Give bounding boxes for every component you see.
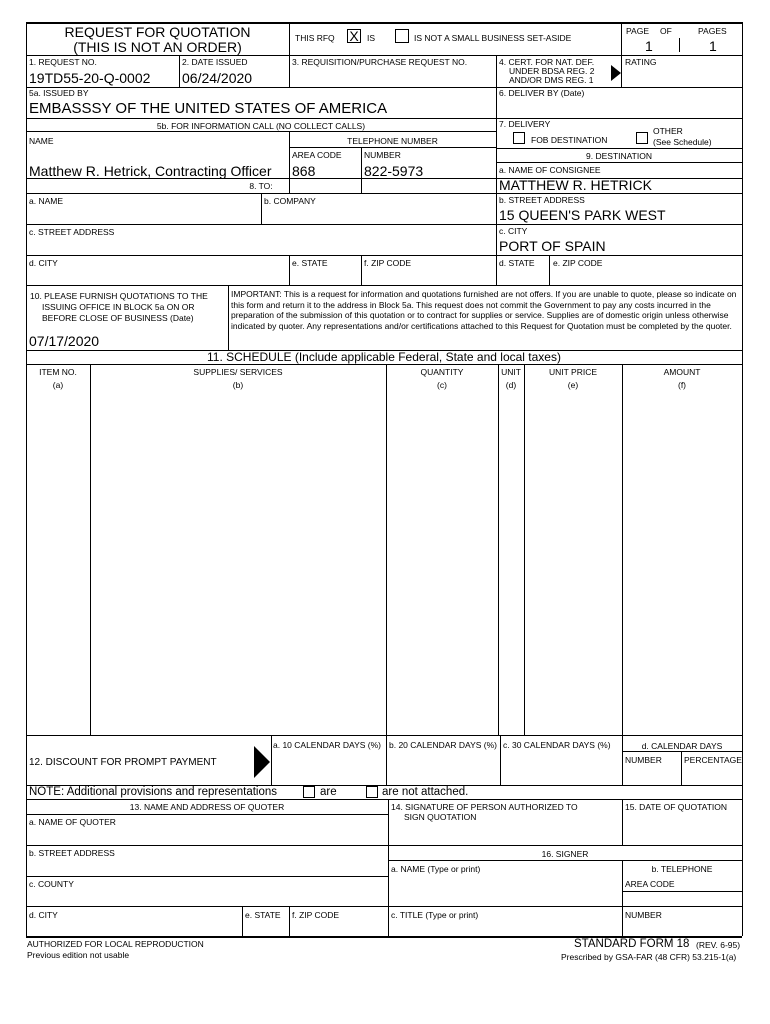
signer-area-code-label: AREA CODE: [625, 879, 675, 889]
form-title-line1: REQUEST FOR QUOTATION: [64, 24, 251, 40]
dest-zip-label: e. ZIP CODE: [553, 258, 603, 268]
date-issued-label: 2. DATE ISSUED: [182, 57, 248, 67]
this-rfq-label: THIS RFQ: [295, 33, 335, 43]
quotation-due-date[interactable]: 07/17/2020: [29, 333, 100, 349]
provisions-are-not-checkbox[interactable]: [366, 786, 378, 798]
deliver-by-label: 6. DELIVER BY (Date): [499, 88, 585, 98]
area-code-label: AREA CODE: [292, 150, 342, 160]
telephone-label: TELEPHONE NUMBER: [347, 136, 438, 146]
is-not-set-aside-label: IS NOT A SMALL BUSINESS SET-ASIDE: [414, 33, 572, 43]
area-code-value[interactable]: 868: [292, 163, 316, 179]
form-title-line2: (THIS IS NOT AN ORDER): [73, 39, 242, 55]
other-checkbox[interactable]: [636, 132, 648, 144]
col-supplies: SUPPLIES/ SERVICES: [193, 367, 283, 377]
issued-by-label: 5a. ISSUED BY: [29, 88, 89, 98]
important-notice: IMPORTANT: This is a request for information and quotations furnished are not offers. If you are unable to quote, please so indicate on this form and return it to the address in Block 5a. This request does not commit the Government to pay any costs incurred in the preparation of the submission of this quotation or to contract for supplies or service. Supplies are of domestic origin unless otherwise indicated by quoter. Any representations and/or certifications attached to this Request for Quotation must be completed by the quoter.: [231, 289, 737, 331]
discount-20-days: b. 20 CALENDAR DAYS (%): [389, 740, 498, 750]
signature-label-line1: 14. SIGNATURE OF PERSON AUTHORIZED TO: [391, 802, 578, 812]
col-unit: UNIT: [501, 367, 521, 377]
signer-number-label: NUMBER: [625, 910, 662, 920]
cert-label-line2: UNDER BDSA REG. 2: [509, 66, 595, 76]
furnish-quotations-line1: 10. PLEASE FURNISH QUOTATIONS TO THE: [30, 291, 208, 301]
to-label: 8. TO:: [249, 181, 273, 191]
to-zip-label: f. ZIP CODE: [364, 258, 412, 268]
dest-state-label: d. STATE: [499, 258, 535, 268]
rating-label: RATING: [625, 57, 657, 67]
discount-30-days: c. 30 CALENDAR DAYS (%): [503, 740, 611, 750]
delivery-label: 7. DELIVERY: [499, 119, 551, 129]
signature-label-line2: SIGN QUOTATION: [404, 812, 477, 822]
consignee-value[interactable]: MATTHEW R. HETRICK: [499, 177, 652, 193]
number-label: NUMBER: [364, 150, 401, 160]
phone-number-value[interactable]: 822-5973: [364, 163, 424, 179]
col-supplies-sub: (b): [232, 380, 244, 390]
pages-label: PAGES: [698, 26, 727, 36]
col-item-no-sub: (a): [52, 380, 64, 390]
discount-calendar-days: d. CALENDAR DAYS: [641, 741, 723, 751]
furnish-quotations-line2: ISSUING OFFICE IN BLOCK 5a ON OR: [42, 302, 195, 312]
provisions-are-checkbox[interactable]: [303, 786, 315, 798]
discount-label: 12. DISCOUNT FOR PROMPT PAYMENT: [29, 757, 217, 768]
signer-label: 16. SIGNER: [541, 849, 589, 859]
provisions-are-label: are: [320, 786, 337, 798]
col-amount: AMOUNT: [663, 367, 701, 377]
prescribed-by: Prescribed by GSA-FAR (48 CFR) 53.215-1(a): [561, 952, 737, 962]
col-amount-sub: (f): [677, 380, 687, 390]
is-checkbox[interactable]: X: [347, 29, 361, 43]
discount-10-days: a. 10 CALENDAR DAYS (%): [273, 740, 382, 750]
issued-by-value[interactable]: EMBASSSY OF THE UNITED STATES OF AMERICA: [29, 100, 388, 117]
signer-title-label: c. TITLE (Type or print): [391, 910, 479, 920]
fob-destination-checkbox[interactable]: [513, 132, 525, 144]
dest-street-label: b. STREET ADDRESS: [499, 195, 585, 205]
other-label: OTHER: [653, 126, 683, 136]
to-company-label: b. COMPANY: [264, 196, 316, 206]
authorized-reproduction: AUTHORIZED FOR LOCAL REPRODUCTION: [27, 939, 204, 949]
page-label: PAGE: [626, 26, 649, 36]
provisions-are-not-label: are not attached.: [382, 786, 469, 798]
destination-label: 9. DESTINATION: [586, 151, 652, 161]
quoter-zip-label: f. ZIP CODE: [292, 910, 340, 920]
quoter-state-label: e. STATE: [245, 910, 281, 920]
is-not-checkbox[interactable]: [395, 29, 409, 43]
dest-city-value[interactable]: PORT OF SPAIN: [499, 238, 606, 254]
page-number: 1: [645, 38, 653, 54]
col-unit-price-sub: (e): [567, 380, 579, 390]
discount-percentage-label: PERCENTAGE: [684, 755, 742, 765]
quoter-city-label: d. CITY: [29, 910, 58, 920]
dest-street-value[interactable]: 15 QUEEN'S PARK WEST: [499, 207, 666, 223]
col-item-no: ITEM NO.: [39, 367, 77, 377]
furnish-quotations-line3: BEFORE CLOSE OF BUSINESS (Date): [42, 313, 194, 323]
col-quantity-sub: (c): [437, 380, 447, 390]
fob-destination-label: FOB DESTINATION: [531, 135, 608, 145]
of-label: OF: [660, 26, 672, 36]
quoter-address-label: 13. NAME AND ADDRESS OF QUOTER: [129, 802, 285, 812]
date-of-quotation-label: 15. DATE OF QUOTATION: [625, 802, 728, 812]
arrow-right-icon: [254, 746, 270, 778]
previous-edition: Previous edition not usable: [27, 950, 130, 960]
signer-name-label: a. NAME (Type or print): [391, 864, 481, 874]
contact-name-value[interactable]: Matthew R. Hetrick, Contracting Officer: [29, 163, 272, 179]
requisition-label: 3. REQUISITION/PURCHASE REQUEST NO.: [292, 57, 468, 67]
is-label: IS: [367, 33, 376, 43]
quoter-street-label: b. STREET ADDRESS: [29, 848, 115, 858]
to-city-label: d. CITY: [29, 258, 58, 268]
info-call-label: 5b. FOR INFORMATION CALL (NO COLLECT CALLS): [156, 121, 366, 131]
cert-label-line1: 4. CERT. FOR NAT. DEF.: [499, 57, 595, 67]
request-no-label: 1. REQUEST NO.: [29, 57, 97, 67]
form-revision: (REV. 6-95): [696, 940, 741, 950]
form-name: STANDARD FORM 18: [574, 938, 690, 950]
name-label: NAME: [29, 136, 54, 146]
dest-city-label: c. CITY: [499, 226, 528, 236]
col-quantity: QUANTITY: [420, 367, 464, 377]
signer-telephone-label: b. TELEPHONE: [651, 864, 713, 874]
arrow-right-icon: [611, 65, 621, 81]
pages-number: 1: [709, 38, 717, 54]
quoter-county-label: c. COUNTY: [29, 879, 74, 889]
request-no-value[interactable]: 19TD55-20-Q-0002: [29, 70, 151, 86]
col-unit-price: UNIT PRICE: [548, 367, 598, 377]
cert-label-line3: AND/OR DMS REG. 1: [509, 75, 594, 85]
quoter-name-label: a. NAME OF QUOTER: [29, 817, 116, 827]
to-street-label: c. STREET ADDRESS: [29, 227, 115, 237]
consignee-label: a. NAME OF CONSIGNEE: [499, 165, 601, 175]
to-name-label: a. NAME: [29, 196, 64, 206]
note-text: NOTE: Additional provisions and representations: [29, 786, 278, 798]
col-unit-sub: (d): [505, 380, 517, 390]
discount-number-label: NUMBER: [625, 755, 662, 765]
schedule-title: 11. SCHEDULE (Include applicable Federal, State and local taxes): [207, 350, 561, 364]
date-issued-value[interactable]: 06/24/2020: [182, 70, 253, 86]
see-schedule-label: (See Schedule): [653, 137, 712, 147]
to-state-label: e. STATE: [292, 258, 328, 268]
